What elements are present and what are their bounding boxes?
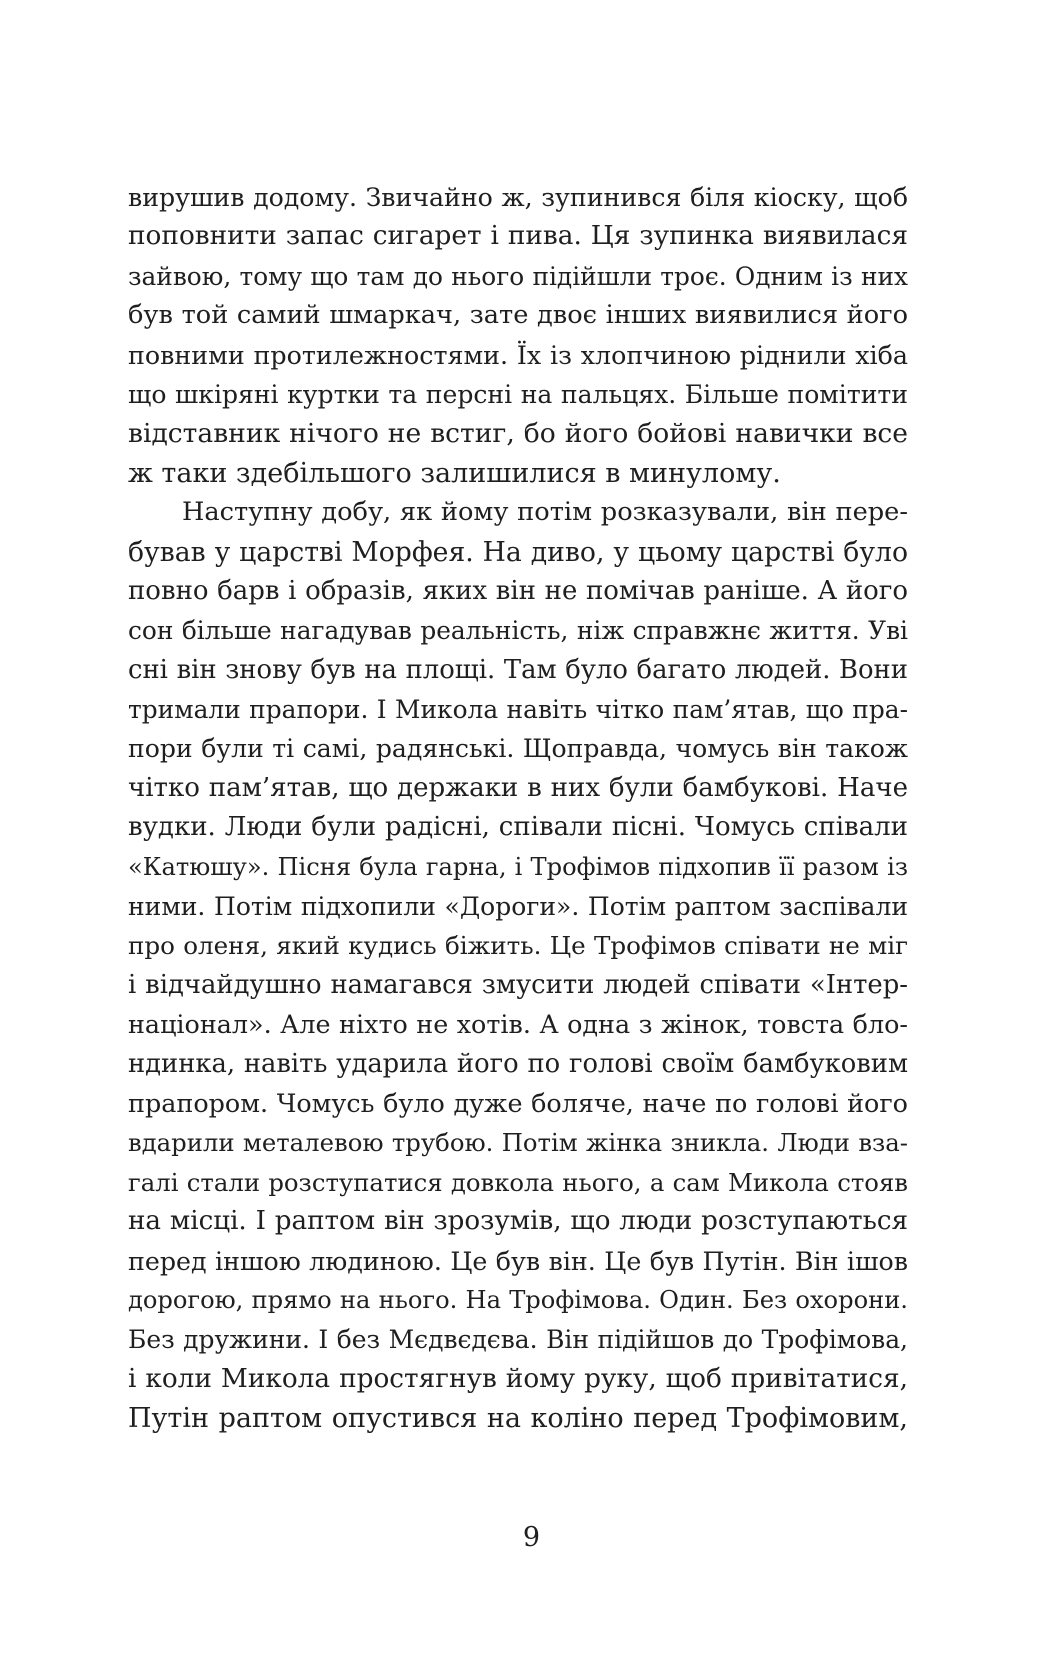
text-line: і відчайдушно намагався змусити людей співати «Інтер- — [128, 969, 908, 1000]
text-line: повно барв і образів, яких він не помічав раніше. А його — [128, 575, 908, 606]
paragraph-first-line: Наступну добу, як йому потім розказували, він пере- — [182, 497, 908, 528]
text-line: прапором. Чомусь було дуже боляче, наче по голові його — [128, 1087, 908, 1118]
text-line: ними. Потім підхопили «Дороги». Потім раптом заспівали — [128, 892, 908, 922]
text-line: галі стали розступатися довкола нього, а сам Микола стояв — [128, 1167, 908, 1197]
text-line: «Катюшу». Пісня була гарна, і Трофімов підхопив її разом із — [128, 852, 908, 881]
page-number: 9 — [522, 1522, 541, 1553]
body-text — [128, 178, 908, 1439]
text-line: Без дружини. І без Мєдвєдєва. Він підійшов до Трофімова, — [128, 1325, 908, 1355]
text-line: сні він знову був на площі. Там було багато людей. Вони — [128, 654, 908, 685]
text-line: сон більше нагадував реальність, ніж справжнє життя. Уві — [128, 616, 908, 646]
text-line: про оленя, який кудись біжить. Це Трофімов співати не міг — [128, 931, 908, 961]
text-line: бував у царстві Морфея. На диво, у цьому царстві було — [128, 536, 908, 568]
text-line: вудки. Люди були радісні, співали пісні. Чомусь співали — [128, 812, 908, 843]
text-line: зайвою, тому що там до нього підійшли троє. Одним із них — [128, 261, 908, 291]
text-line: пори були ті самі, радянські. Щоправда, чомусь він також — [128, 734, 908, 764]
text-line: тримали прапори. І Микола навіть чітко пам’ятав, що пра- — [128, 695, 908, 725]
text-line: на місці. І раптом він зрозумів, що люди розступаються — [128, 1206, 908, 1237]
text-line: націонал». Але ніхто не хотів. А одна з жінок, товста бло- — [128, 1009, 908, 1040]
text-line: ндинка, навіть ударила його по голові своїм бамбуковим — [128, 1048, 908, 1079]
text-line: перед іншою людиною. Це був він. Це був Путін. Він ішов — [128, 1246, 908, 1276]
text-line: ж таки здебільшого залишилися в минулому. — [128, 457, 781, 489]
text-line: і коли Микола простягнув йому руку, щоб привітатися, — [128, 1363, 908, 1394]
text-line: дорогою, прямо на нього. На Трофімова. Один. Без охорони. — [128, 1285, 908, 1314]
text-line: вирушив додому. Звичайно ж, зупинився біля кіоску, щоб — [128, 183, 908, 212]
text-line: поповнити запас сигарет і пива. Ця зупинка виявилася — [128, 221, 908, 252]
text-line: що шкіряні куртки та персні на пальцях. Більше помітити — [128, 379, 908, 409]
text-line: був той самий шмаркач, зате двоє інших виявилися його — [128, 300, 908, 331]
text-line: чітко пам’ятав, що держаки в них були бамбукові. Наче — [128, 772, 908, 803]
text-line: вдарили металевою трубою. Потім жінка зникла. Люди вза- — [128, 1128, 908, 1158]
text-line: відставник нічого не встиг, бо його бойові навички все — [128, 418, 908, 450]
text-line: повними протилежностями. Їх із хлопчиною ріднили хіба — [128, 339, 908, 370]
text-line: Путін раптом опустився на коліно перед Трофімовим, — [128, 1403, 908, 1435]
